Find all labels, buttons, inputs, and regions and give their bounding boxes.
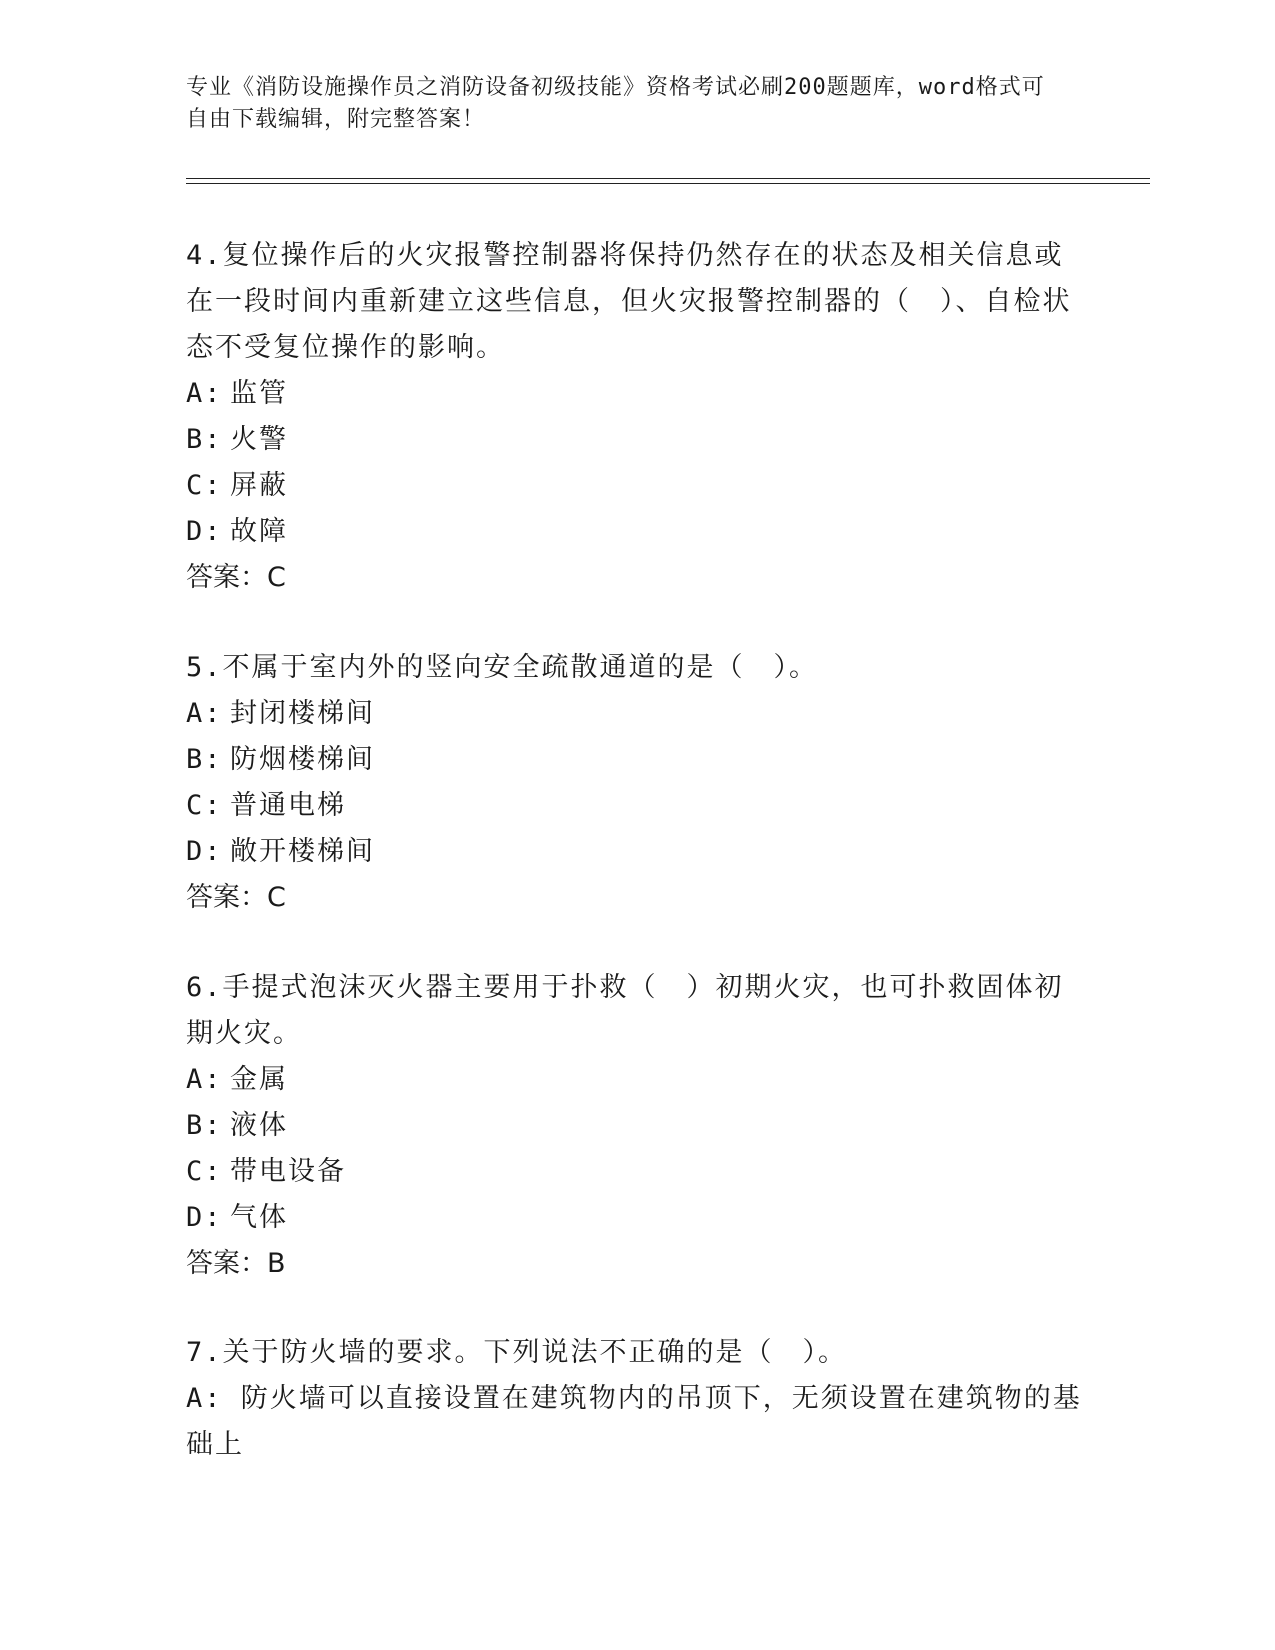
option-label: D: — [186, 836, 223, 867]
header-divider-top — [186, 178, 1150, 179]
option-a — [186, 371, 1086, 417]
option-text: 普通电梯 — [230, 790, 346, 821]
option-text: 防烟楼梯间 — [230, 744, 375, 775]
option-label: B: — [186, 1110, 223, 1141]
question-5 — [186, 645, 1086, 921]
option-label: A: — [186, 698, 223, 729]
option-label: A: — [186, 1064, 223, 1095]
option-a — [186, 691, 1086, 737]
option-label: C: — [186, 1156, 223, 1187]
option-c — [186, 783, 1086, 829]
option-text: 敞开楼梯间 — [230, 836, 375, 867]
option-label: A: — [186, 378, 223, 409]
option-text: 金属 — [230, 1064, 288, 1095]
option-label: D: — [186, 516, 223, 547]
option-text: 监管 — [230, 378, 288, 409]
option-text: 封闭楼梯间 — [230, 698, 375, 729]
question-stem: 4.复位操作后的火灾报警控制器将保持仍然存在的状态及相关信息或在一段时间内重新建立这些信息，但火灾报警控制器的（ ）、自检状态不受复位操作的影响。 — [186, 240, 1072, 363]
option-text: 气体 — [230, 1202, 288, 1233]
option-d — [186, 1195, 1086, 1241]
option-label: C: — [186, 470, 223, 501]
option-text: 液体 — [230, 1110, 288, 1141]
option-text: 带电设备 — [230, 1156, 346, 1187]
option-d — [186, 509, 1086, 555]
answer-line: 答案：B — [186, 1248, 286, 1279]
option-d — [186, 829, 1086, 875]
answer-line: 答案：C — [186, 882, 286, 913]
header-divider-bottom — [186, 183, 1150, 184]
option-label: B: — [186, 424, 223, 455]
answer-line: 答案：C — [186, 562, 286, 593]
option-text: 防火墙可以直接设置在建筑物内的吊顶下，无须设置在建筑物的基础上 — [186, 1383, 1082, 1460]
option-a — [186, 1376, 1086, 1468]
option-label: C: — [186, 790, 223, 821]
option-b — [186, 737, 1086, 783]
document-header: 专业《消防设施操作员之消防设备初级技能》资格考试必刷200题题库，word格式可自由下载编辑，附完整答案！ — [186, 75, 1045, 132]
option-label: A: — [186, 1383, 223, 1414]
question-stem: 5.不属于室内外的竖向安全疏散通道的是（ ）。 — [186, 652, 819, 683]
question-6 — [186, 965, 1086, 1287]
question-7 — [186, 1330, 1086, 1468]
option-b — [186, 417, 1086, 463]
question-stem: 6.手提式泡沫灭火器主要用于扑救（ ）初期火灾，也可扑救固体初期火灾。 — [186, 972, 1064, 1049]
option-label: B: — [186, 744, 223, 775]
question-4 — [186, 233, 1086, 601]
option-c — [186, 1149, 1086, 1195]
option-text: 故障 — [230, 516, 288, 547]
option-a — [186, 1057, 1086, 1103]
option-b — [186, 1103, 1086, 1149]
option-c — [186, 463, 1086, 509]
option-text: 火警 — [230, 424, 288, 455]
option-label: D: — [186, 1202, 223, 1233]
question-stem: 7.关于防火墙的要求。下列说法不正确的是（ ）。 — [186, 1337, 848, 1368]
option-text: 屏蔽 — [230, 470, 288, 501]
